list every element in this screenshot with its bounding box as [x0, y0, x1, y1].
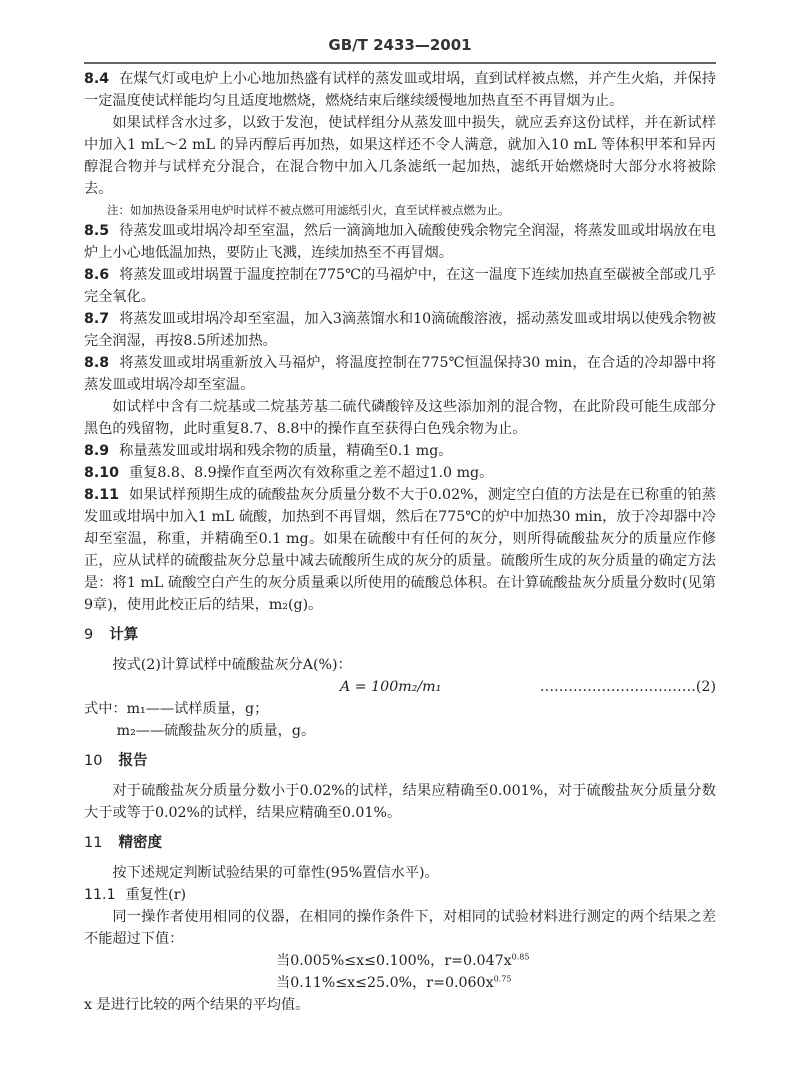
- x-definition: x 是进行比较的两个结果的平均值。: [84, 997, 310, 1013]
- repeatability-formula-2: [84, 972, 716, 994]
- clause-number: 8.11: [84, 487, 120, 503]
- section-number: 11: [84, 835, 103, 851]
- where-m1: 式中：m₁——试样质量，g；: [84, 701, 269, 717]
- section-11-heading: [84, 832, 716, 854]
- clause-number: 8.10: [84, 465, 120, 481]
- repeatability-formula-1: [84, 950, 716, 972]
- clause-text: 重复8.8、8.9操作直至两次有效称重之差不超过1.0 mg。: [129, 465, 494, 481]
- formula-text: 当0.005%≤x≤0.100%，r=0.047x: [276, 953, 512, 969]
- equation-2: [84, 676, 716, 698]
- section-9-intro: 按式(2)计算试样中硫酸盐灰分A(%)：: [112, 657, 352, 673]
- formula-exponent: 0.75: [493, 974, 512, 984]
- clause-number: 8.5: [84, 223, 110, 239]
- where-m2: m₂——硫酸盐灰分的质量，g。: [116, 723, 316, 739]
- section-9-heading: [84, 624, 716, 646]
- section-number: 10: [84, 753, 103, 769]
- standard-number-header: GB/T 2433—2001: [328, 36, 472, 54]
- clause-text: 在煤气灯或电炉上小心地加热盛有试样的蒸发皿或坩埚，直到试样被点燃，并产生火焰，并保持一定温度使试样能均匀且适度地燃烧，燃烧结束后继续缓慢地加热直至不再冒烟为止。: [84, 71, 716, 109]
- section-10-text: 对于硫酸盐灰分质量分数小于0.02%的试样，结果应精确至0.001%，对于硫酸盐灰分质量分数大于或等于0.02%的试样，结果应精确至0.01%。: [84, 783, 716, 821]
- clause-11-1-heading: [84, 884, 716, 906]
- clause-title: 重复性(r): [125, 887, 187, 903]
- clause-8-11: [84, 484, 716, 616]
- equation-formula: A = 100m₂/m₁: [340, 679, 442, 695]
- clause-text: 将蒸发皿或坩埚冷却至室温，加入3滴蒸馏水和10滴硫酸溶液，摇动蒸发皿或坩埚以使残余物被完全润湿，再按8.5所述加热。: [84, 311, 716, 349]
- clause-number: 8.8: [84, 355, 110, 371]
- clause-number: 8.6: [84, 267, 110, 283]
- section-number: 9: [84, 627, 94, 643]
- clause-number: 11.1: [84, 887, 116, 903]
- section-title: 精密度: [118, 835, 162, 851]
- section-title: 计算: [109, 627, 139, 643]
- clause-11-1-text: 同一操作者使用相同的仪器，在相同的操作条件下，对相同的试验材料进行测定的两个结果之差不能超过下值：: [84, 909, 716, 947]
- clause-8-7: [84, 308, 716, 352]
- clause-8-5: [84, 220, 716, 264]
- header-rule: [84, 62, 716, 64]
- clause-8-4-note: 注：如加热设备采用电炉时试样不被点燃可用滤纸引火，直至试样被点燃为止。: [107, 203, 510, 217]
- section-10-heading: [84, 750, 716, 772]
- equation-number: ……………………………(2): [539, 679, 716, 695]
- clause-8-10: [84, 462, 716, 484]
- document-body: [84, 68, 716, 1016]
- clause-8-9: [84, 440, 716, 462]
- formula-text: 当0.11%≤x≤25.0%，r=0.060x: [276, 975, 494, 991]
- clause-text: 将蒸发皿或坩埚重新放入马福炉，将温度控制在775℃恒温保持30 min，在合适的冷却器中将蒸发皿或坩埚冷却至室温。: [84, 355, 716, 393]
- clause-text: 待蒸发皿或坩埚冷却至室温，然后一滴滴地加入硫酸使残余物完全润湿，将蒸发皿或坩埚放在电炉上小心地低温加热，要防止飞溅，连续加热至不再冒烟。: [84, 223, 716, 261]
- clause-number: 8.9: [84, 443, 110, 459]
- clause-8-8: [84, 352, 716, 396]
- section-11-intro: 按下述规定判断试验结果的可靠性(95%置信水平)。: [112, 865, 439, 881]
- clause-8-4-paragraph: 如果试样含水过多，以致于发泡，使试样组分从蒸发皿中损失，就应丢弃这份试样，并在新试样中加入1 mL～2 mL 的异丙醇后再加热，如果这样还不令人满意，就加入10 mL 等体积甲苯和异丙醇混合物并与试样充分混合，在混合物中加入几条滤纸一起加热，滤纸开始燃烧时大部分水将被除去。: [84, 115, 716, 197]
- clause-8-8-paragraph: 如试样中含有二烷基或二烷基芳基二硫代磷酸锌及这些添加剂的混合物，在此阶段可能生成部分黑色的残留物，此时重复8.7、8.8中的操作直至获得白色残余物为止。: [84, 399, 716, 437]
- clause-text: 如果试样预期生成的硫酸盐灰分质量分数不大于0.02%，测定空白值的方法是在已称重的铂蒸发皿或坩埚中加入1 mL 硫酸，加热到不再冒烟，然后在775℃的炉中加热30 min，放于冷却器中冷却至室温，称重，并精确至0.1 mg。如果在硫酸中有任何的灰分，则所得硫酸盐灰分的质量应作修正，应从试样的硫酸盐灰分总量中减去硫酸所生成的灰分的质量。硫酸所生成的灰分质量的确定方法是：将1 mL 硫酸空白产生的灰分质量乘以所使用的硫酸总体积。在计算硫酸盐灰分质量分数时(见第9章)，使用此校正后的结果，m₂(g)。: [84, 487, 716, 613]
- clause-8-4: [84, 68, 716, 112]
- clause-number: 8.4: [84, 71, 110, 87]
- section-title: 报告: [118, 753, 148, 769]
- clause-text: 将蒸发皿或坩埚置于温度控制在775℃的马福炉中，在这一温度下连续加热直至碳被全部或几乎完全氧化。: [84, 267, 716, 305]
- clause-number: 8.7: [84, 311, 110, 327]
- clause-text: 称量蒸发皿或坩埚和残余物的质量，精确至0.1 mg。: [119, 443, 453, 459]
- clause-8-6: [84, 264, 716, 308]
- formula-exponent: 0.85: [511, 952, 530, 962]
